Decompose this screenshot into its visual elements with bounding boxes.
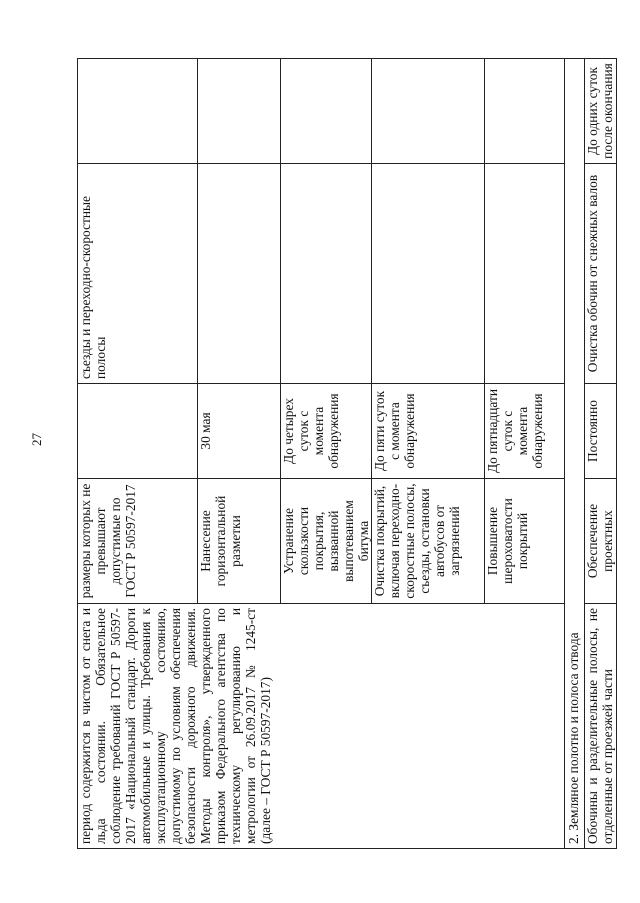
table-cell: Обеспечение проектных: [585, 479, 617, 604]
table-row: [78, 59, 198, 849]
table-cell: 30 мая: [198, 384, 281, 479]
page-number: 27: [29, 433, 44, 446]
table-cell: период содержится в чистом от снега и льда состоянии. Обязательное соблюдение требований ГОСТ Р 50597-2017 «Национальный стандарт. Дороги автомобильные и улицы. Требования к эксплуатационному состоянию, допустимому по условиям обеспечения безопасности дорожного движения. Методы контроля», утвержденного приказом Федерального агентства по техническому регулированию и метрологии от 26.09.2017 № 1245-ст (далее – ГОСТ Р 50597-2017): [78, 604, 565, 849]
table-cell: [78, 59, 198, 164]
table-cell: [281, 164, 372, 384]
table-cell: Нанесение горизонтальной разметки: [198, 479, 281, 604]
table-cell: [281, 59, 372, 164]
table-cell: [198, 59, 281, 164]
table-cell: До четырех суток с момента обнаружения: [281, 384, 372, 479]
table-cell: До пяти суток с момента обнаружения: [372, 384, 485, 479]
table-cell: Очистка покрытий, включая переходно-скоростные полосы, съезды, остановки автобусов от загрязнений: [372, 479, 485, 604]
table-cell: Очистка обочин от снежных валов: [585, 164, 617, 384]
section-row: [565, 59, 585, 849]
table-cell: До пятнадцати суток с момента обнаружения: [485, 384, 565, 479]
requirements-table: [77, 58, 617, 849]
table-cell: Обочины и разделительные полосы, не отделенные от проезжей части: [585, 604, 617, 849]
section-title: 2. Земляное полотно и полоса отвода: [565, 59, 585, 849]
table-cell: [485, 164, 565, 384]
table-cell: Устранение скользкости покрытия, вызванной выпотеванием битума: [281, 479, 372, 604]
table-cell: До одних суток после окончания: [585, 59, 617, 164]
table-cell: Повышение шероховатости покрытий: [485, 479, 565, 604]
table-cell: [485, 59, 565, 164]
table-cell: [372, 164, 485, 384]
table-cell: размеры которых не превышают допустимые по ГОСТ Р 50597-2017: [78, 479, 198, 604]
table-row: [585, 59, 617, 849]
table-cell: [372, 59, 485, 164]
table-cell: [198, 164, 281, 384]
table-cell: [78, 384, 198, 479]
rotated-table-container: [77, 59, 615, 849]
table-cell: съезды и переходно-скоростные полосы: [78, 164, 198, 384]
table-cell: Постоянно: [585, 384, 617, 479]
